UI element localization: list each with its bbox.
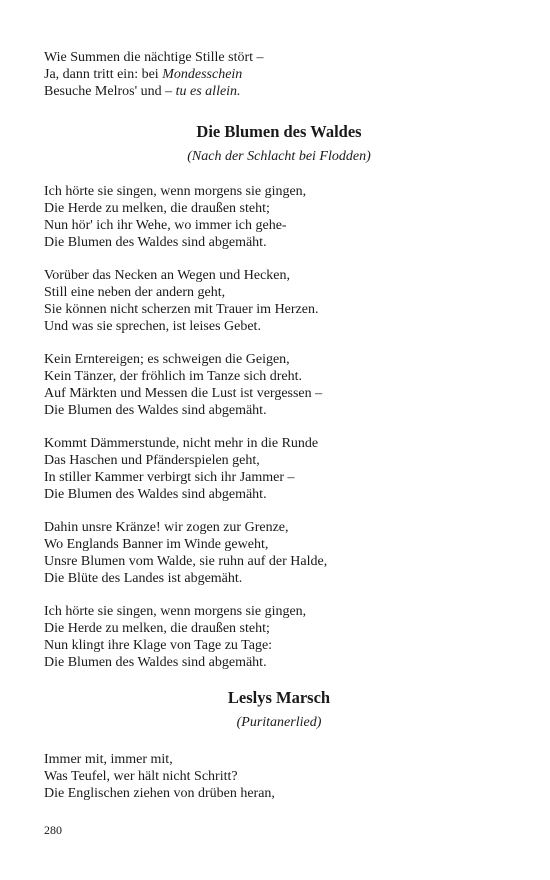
verse-line: Das Haschen und Pfänderspielen geht,: [44, 453, 260, 469]
verse-line: Kommt Dämmerstunde, nicht mehr in die Runde: [44, 436, 319, 452]
stanza: [44, 352, 514, 419]
stanza: [44, 520, 514, 587]
verse-line: Die Blumen des Waldes sind abgemäht.: [44, 234, 267, 250]
verse-line: Die Blumen des Waldes sind abgemäht.: [44, 486, 267, 502]
intro-line-italic: Mondesschein: [162, 66, 243, 82]
verse-line: Kein Tänzer, der fröhlich im Tanze sich dreht.: [44, 369, 303, 385]
intro-stanza: [44, 50, 514, 100]
stanza: [44, 268, 514, 335]
verse-line: Ich hörte sie singen, wenn morgens sie gingen,: [44, 184, 307, 200]
intro-line-italic: tu es allein.: [175, 83, 241, 99]
verse-line: Die Englischen ziehen von drüben heran,: [44, 785, 275, 801]
intro-line-text: Wie Summen die nächtige Stille stört –: [44, 50, 264, 65]
stanza: [44, 184, 514, 251]
verse-line: Die Blüte des Landes ist abgemäht.: [44, 570, 243, 586]
verse-line: Ich hörte sie singen, wenn morgens sie gingen,: [44, 604, 307, 620]
verse-line: Kein Erntereigen; es schweigen die Geigen,: [44, 352, 290, 368]
verse-line: Wo Englands Banner im Winde geweht,: [44, 537, 269, 553]
verse-line: Vorüber das Necken an Wegen und Hecken,: [44, 268, 290, 284]
verse-line: Dahin unsre Kränze! wir zogen zur Grenze,: [44, 520, 289, 536]
verse-line: Die Herde zu melken, die draußen steht;: [44, 621, 270, 637]
verse-line: Die Blumen des Waldes sind abgemäht.: [44, 402, 267, 418]
verse-line: Immer mit, immer mit,: [44, 752, 173, 768]
poem-blumen-des-waldes: [44, 122, 514, 671]
intro-line: [44, 67, 514, 84]
poem-subtitle: (Puritanerlied): [236, 715, 322, 731]
verse-line: Still eine neben der andern geht,: [44, 285, 226, 301]
page-number: 280: [44, 823, 62, 837]
intro-line-text: Besuche Melros' und –: [44, 83, 176, 99]
verse-line: In stiller Kammer verbirgt sich ihr Jammer –: [44, 469, 295, 485]
book-page: [44, 50, 514, 819]
stanza: [44, 752, 514, 802]
verse-line: Sie können nicht scherzen mit Trauer im Herzen.: [44, 301, 319, 317]
verse-line: Und was sie sprechen, ist leises Gebet.: [44, 318, 261, 334]
intro-line: [44, 84, 514, 101]
verse-line: Unsre Blumen vom Walde, sie ruhn auf der Halde,: [44, 553, 328, 569]
verse-line: Nun hör' ich ihr Wehe, wo immer ich gehe-: [44, 217, 287, 233]
intro-line: [44, 50, 514, 67]
stanza: [44, 436, 514, 503]
poem-subtitle: (Nach der Schlacht bei Flodden): [187, 149, 371, 165]
stanza: [44, 604, 514, 671]
poem-leslys-marsch: [44, 688, 514, 802]
poem-title: Die Blumen des Waldes: [196, 122, 362, 142]
verse-line: Die Herde zu melken, die draußen steht;: [44, 201, 270, 217]
verse-line: Was Teufel, wer hält nicht Schritt?: [44, 769, 238, 785]
poem-title: Leslys Marsch: [227, 688, 331, 708]
verse-line: Nun klingt ihre Klage von Tage zu Tage:: [44, 637, 273, 653]
verse-line: Die Blumen des Waldes sind abgemäht.: [44, 654, 267, 670]
intro-line-text: Ja, dann tritt ein: bei: [44, 66, 163, 82]
verse-line: Auf Märkten und Messen die Lust ist vergessen –: [44, 385, 323, 401]
